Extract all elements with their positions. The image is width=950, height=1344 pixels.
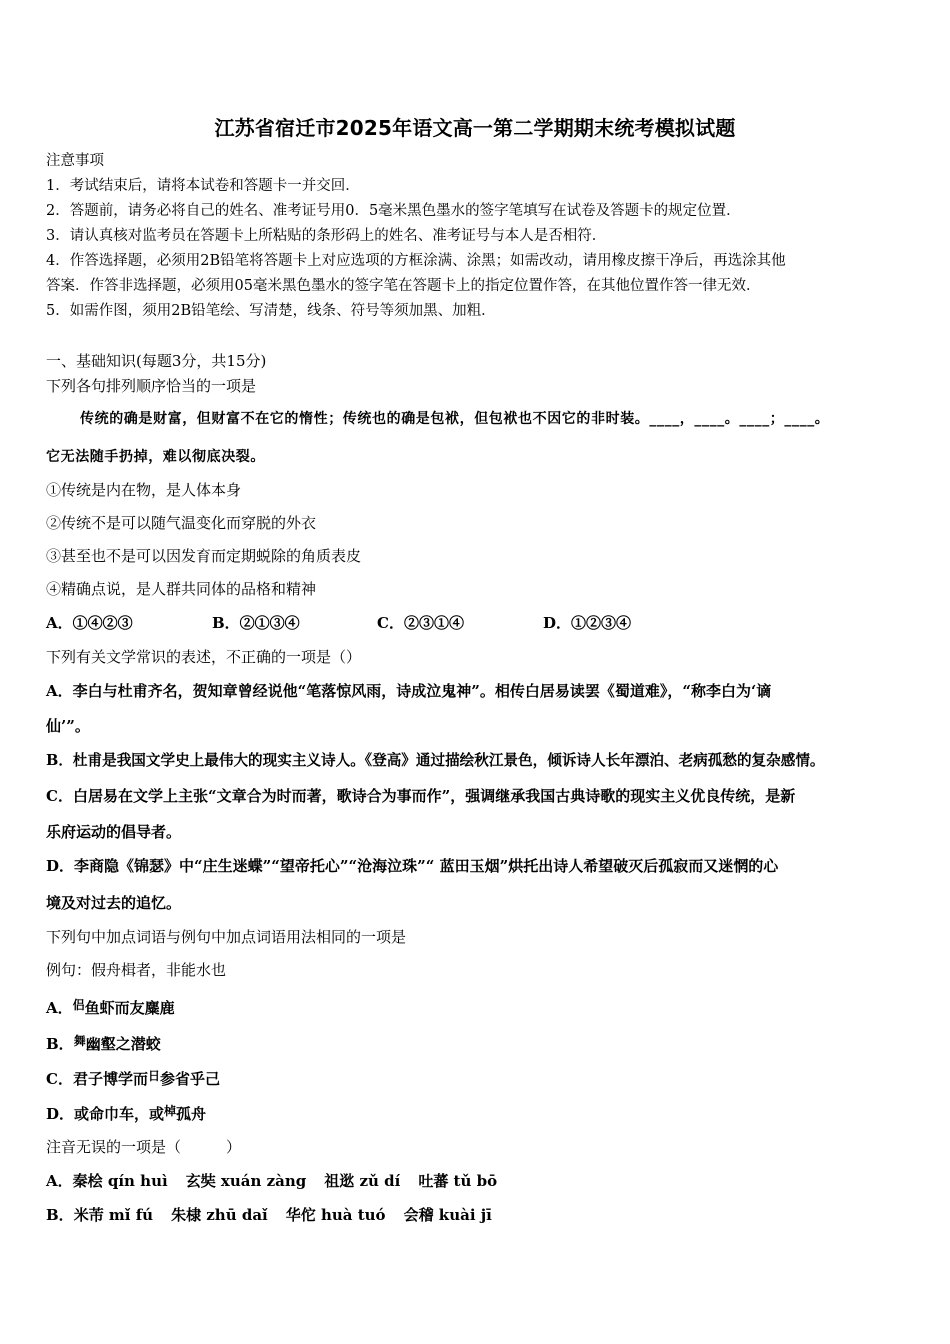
list-item: ②传统不是可以随气温变化而穿脱的外衣 — [46, 514, 317, 532]
option-prefix: B． — [46, 1035, 74, 1053]
option-line: B．杜甫是我国文学史上最伟大的现实主义诗人。《登高》通过描绘秋江景色，倾诉诗人长年漂泊、老病孤愁的复杂感情。 — [46, 752, 825, 769]
notice-heading: 注意事项 — [46, 153, 104, 169]
option-line: 境及对过去的追忆。 — [46, 894, 182, 912]
option-line: C．白居易在文学上主张“文章合为时而著，歌诗合为事而作”，强调继承我国古典诗歌的现实主义优良传统，是新 — [46, 787, 796, 805]
dotted-word: 日 — [147, 1069, 160, 1083]
option-line: D．李商隐《锦瑟》中“庄生迷蝶”“望帝托心”“沧海泣珠”“ 蓝田玉烟”烘托出诗人希望破灭后孤寂而又迷惘的心 — [46, 857, 779, 875]
option-line: 仙’”。 — [46, 717, 90, 735]
option-line: A．李白与杜甫齐名，贺知章曾经说他“笔落惊风雨，诗成泣鬼神”。相传白居易读罢《蜀道难》，“称李白为‘谪 — [46, 682, 772, 700]
option-b — [46, 1205, 492, 1225]
option-prefix: A． — [46, 999, 73, 1017]
option-text: 参省乎己 — [159, 1070, 220, 1088]
pinyin-item: 秦桧 qín huì — [72, 1172, 168, 1190]
pinyin-item: 玄奘 xuán zàng — [185, 1172, 307, 1190]
passage-line: 传统的确是财富，但财富不在它的惰性；传统也的确是包袱，但包袱也不因它的非时装。____，____。____；____。 — [80, 411, 830, 427]
section-heading: 一、基础知识(每题3分，共15分) — [46, 352, 267, 370]
pinyin-item: 朱棣 zhū daǐ — [171, 1206, 268, 1224]
option-c — [46, 1066, 220, 1089]
notice-item: 答案．作答非选择题，必须用05毫米黑色墨水的签字笔在答题卡上的指定位置作答，在其他位置作答一律无效． — [46, 278, 761, 294]
question-stem: 下列句中加点词语与例句中加点词语用法相同的一项是 — [46, 928, 407, 946]
pinyin-item: 米芾 mǐ fú — [73, 1206, 154, 1224]
question-stem: 下列各句排列顺序恰当的一项是 — [46, 377, 257, 395]
option-b: B．②①③④ — [212, 614, 300, 632]
option-a — [46, 1171, 497, 1191]
pinyin-item: 祖逖 zǔ dí — [324, 1172, 401, 1190]
option-a — [46, 995, 175, 1018]
list-item: ①传统是内在物，是人体本身 — [46, 481, 242, 499]
option-prefix: D．或命巾车，或 — [46, 1105, 165, 1123]
option-a: A．①④②③ — [46, 614, 133, 632]
option-label: A． — [46, 1172, 73, 1190]
option-c: C．②③①④ — [377, 614, 464, 632]
notice-item: 5．如需作图，须用2B铅笔绘、写清楚，线条、符号等须加黑、加粗． — [46, 303, 496, 319]
pinyin-item: 会稽 kuài jī — [403, 1206, 492, 1224]
notice-item: 4．作答选择题，必须用2B铅笔将答题卡上对应选项的方框涂满、涂黑；如需改动，请用橡皮擦干净后，再选涂其他 — [46, 253, 786, 269]
dotted-word: 舞 — [73, 1034, 86, 1048]
pinyin-item: 华佗 huà tuó — [285, 1206, 386, 1224]
option-text: 孤舟 — [176, 1105, 207, 1123]
option-label: B． — [46, 1206, 74, 1224]
option-d: D．①②③④ — [543, 614, 632, 632]
option-b — [46, 1031, 161, 1054]
question-stem: 注音无误的一项是（ ） — [46, 1138, 242, 1156]
example-sentence: 例句：假舟楫者，非能水也 — [46, 961, 227, 979]
notice-item: 2．答题前，请务必将自己的姓名、准考证号用0．5毫米黑色墨水的签字笔填写在试卷及答题卡的规定位置． — [46, 203, 741, 219]
list-item: ③甚至也不是可以因发育而定期蜕除的角质表皮 — [46, 547, 362, 565]
list-item: ④精确点说，是人群共同体的品格和精神 — [46, 580, 317, 598]
option-line: 乐府运动的倡导者。 — [46, 823, 182, 841]
dotted-word: 棹 — [164, 1104, 177, 1118]
notice-item: 3．请认真核对监考员在答题卡上所粘贴的条形码上的姓名、准考证号与本人是否相符． — [46, 228, 607, 244]
question-stem: 下列有关文学常识的表述，不正确的一项是（） — [46, 648, 362, 666]
option-text: 鱼虾而友麋鹿 — [84, 999, 175, 1017]
passage-line: 它无法随手扔掉，难以彻底决裂。 — [46, 449, 265, 465]
option-text: 幽壑之潜蛟 — [85, 1035, 161, 1053]
dotted-word: 侣 — [72, 998, 85, 1012]
pinyin-item: 吐蕃 tǔ bō — [418, 1172, 498, 1190]
notice-item: 1．考试结束后，请将本试卷和答题卡一并交回． — [46, 178, 360, 194]
page-title: 江苏省宿迁市2025年语文高一第二学期期末统考模拟试题 — [214, 116, 736, 140]
option-d — [46, 1101, 206, 1124]
option-prefix: C．君子博学而 — [46, 1070, 148, 1088]
